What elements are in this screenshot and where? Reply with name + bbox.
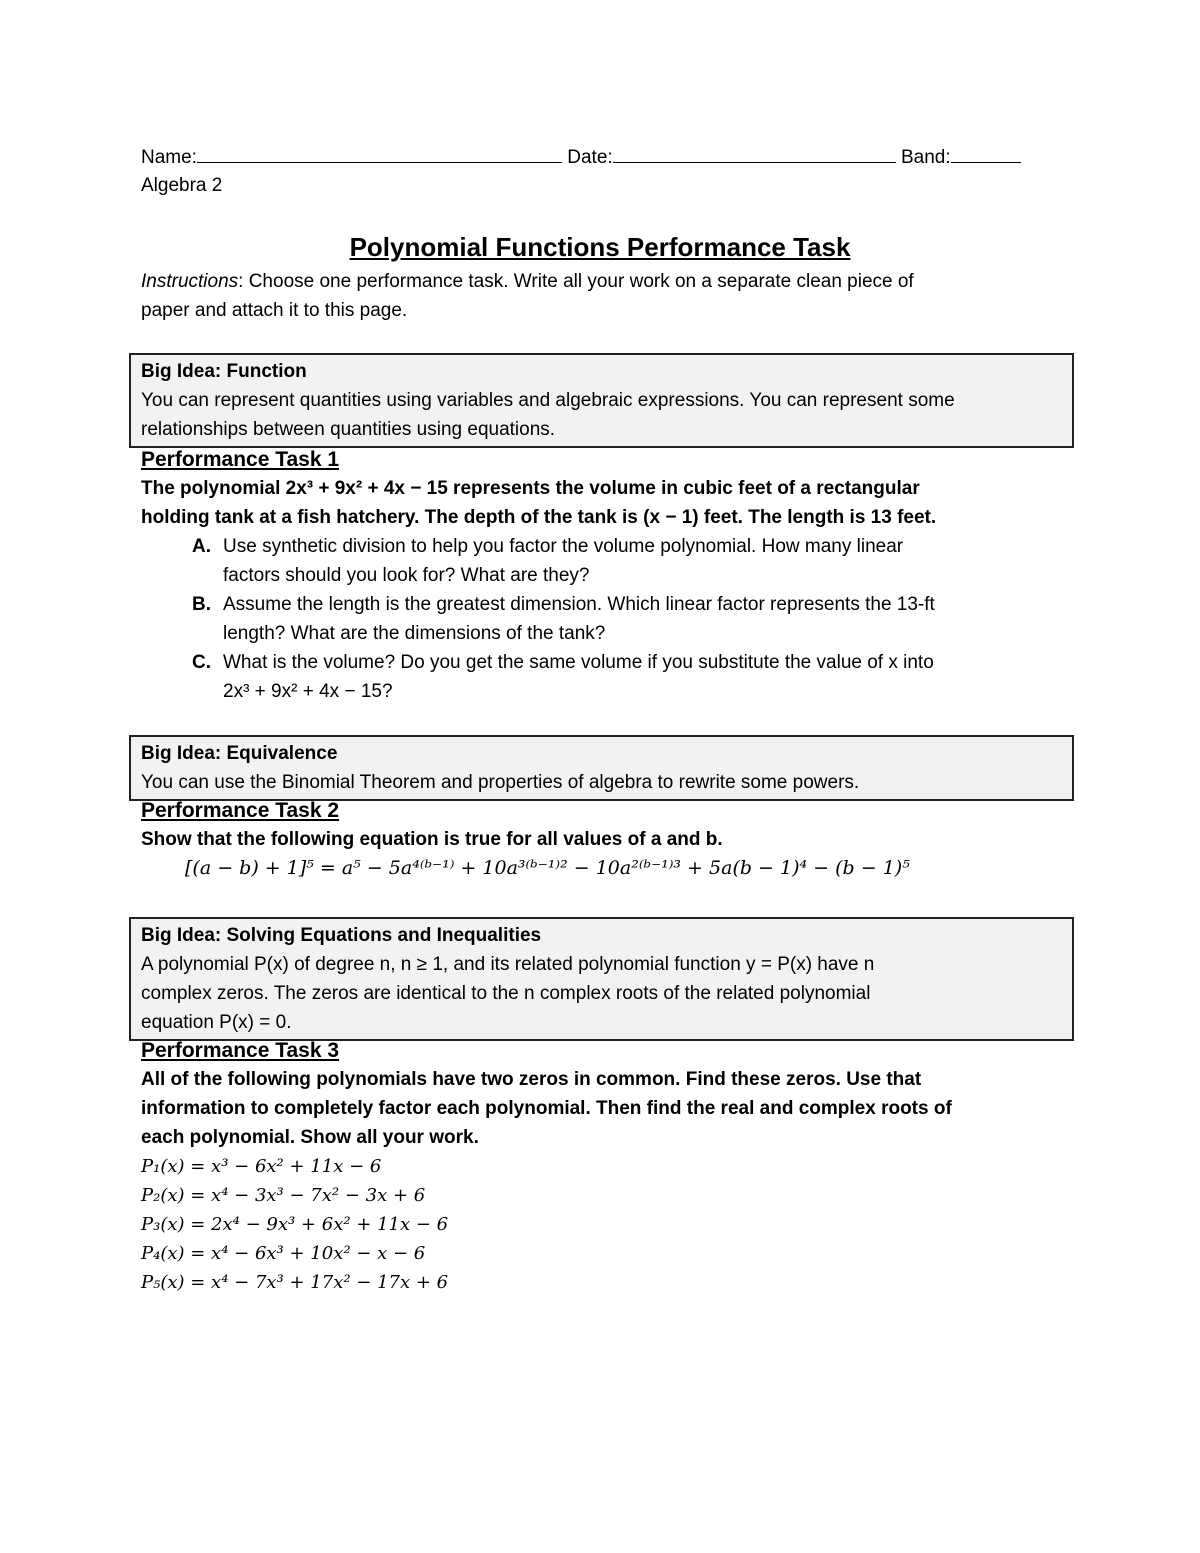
polynomial: P₁(x) = x³ − 6x² + 11x − 6 — [141, 1156, 382, 1177]
task-3-intro: information to completely factor each polynomial. Then find the real and complex roots of — [141, 1098, 952, 1119]
item-text: Assume the length is the greatest dimension. Which linear factor represents the 13-ft — [223, 594, 935, 615]
task-2-intro: Show that the following equation is true for all values of a and b. — [141, 829, 723, 850]
item-text: Use synthetic division to help you factor the volume polynomial. How many linear — [223, 536, 904, 557]
band-label: Band: — [900, 147, 951, 168]
task-3 — [141, 1036, 952, 1297]
band-blank[interactable] — [951, 142, 1021, 163]
instructions-text-2: paper and attach it to this page. — [141, 300, 408, 321]
name-label: Name: — [141, 147, 197, 168]
big-idea-title: Big Idea: Function — [141, 361, 307, 382]
big-idea-text: complex zeros. The zeros are identical to the n complex roots of the related polynomial — [141, 983, 871, 1004]
task-3-intro: All of the following polynomials have two zeros in common. Find these zeros. Use that — [141, 1069, 922, 1090]
item-text: What is the volume? Do you get the same volume if you substitute the value of x into — [223, 652, 934, 673]
task-2-equation: [(a − b) + 1]⁵ = a⁵ − 5a⁴⁽ᵇ⁻¹⁾ + 10a³⁽ᵇ⁻¹⁾² − 10a²⁽ᵇ⁻¹⁾³ + 5a(b − 1)⁴ − (b − 1)⁵ — [185, 857, 910, 879]
big-idea-text: You can use the Binomial Theorem and properties of algebra to rewrite some powers. — [141, 772, 860, 793]
page-title: Polynomial Functions Performance Task — [349, 232, 851, 262]
task-2-heading: Performance Task 2 — [141, 799, 340, 822]
big-idea-title: Big Idea: Equivalence — [141, 743, 338, 764]
date-blank[interactable] — [613, 142, 896, 163]
name-blank[interactable] — [197, 142, 562, 163]
date-label: Date: — [567, 147, 613, 168]
item-text: 2x³ + 9x² + 4x − 15? — [223, 681, 393, 702]
item-label: B. — [192, 594, 211, 615]
polynomial: P₃(x) = 2x⁴ − 9x³ + 6x² + 11x − 6 — [141, 1214, 449, 1235]
task-1-intro: holding tank at a fish hatchery. The depth of the tank is (x − 1) feet. The length is 13 feet. — [141, 507, 937, 528]
polynomial: P₄(x) = x⁴ − 6x³ + 10x² − x − 6 — [141, 1243, 426, 1264]
polynomial: P₂(x) = x⁴ − 3x³ − 7x² − 3x + 6 — [141, 1185, 426, 1206]
header-line — [141, 142, 1021, 171]
big-idea-text: equation P(x) = 0. — [141, 1012, 292, 1033]
item-label: A. — [192, 536, 211, 557]
task-1-heading: Performance Task 1 — [141, 448, 340, 471]
big-idea-text: relationships between quantities using equations. — [141, 419, 556, 440]
instructions — [141, 267, 914, 325]
task-1-intro: The polynomial 2x³ + 9x² + 4x − 15 represents the volume in cubic feet of a rectangular — [141, 478, 920, 499]
task-2 — [141, 796, 910, 883]
task-3-heading: Performance Task 3 — [141, 1039, 340, 1062]
course-label: Algebra 2 — [141, 175, 223, 196]
big-idea-equivalence — [129, 735, 1074, 801]
item-text: length? What are the dimensions of the tank? — [223, 623, 606, 644]
polynomial: P₅(x) = x⁴ − 7x³ + 17x² − 17x + 6 — [141, 1272, 449, 1293]
big-idea-solving — [129, 917, 1074, 1041]
instructions-text: : Choose one performance task. Write all your work on a separate clean piece of — [238, 271, 914, 292]
big-idea-title: Big Idea: Solving Equations and Inequalities — [141, 925, 542, 946]
task-3-intro: each polynomial. Show all your work. — [141, 1127, 479, 1148]
task-1-item-b — [141, 590, 936, 648]
task-1-item-c — [141, 648, 936, 706]
task-1 — [141, 445, 936, 706]
big-idea-text: You can represent quantities using variables and algebraic expressions. You can represent some — [141, 390, 955, 411]
task-1-item-a — [141, 532, 936, 590]
item-label: C. — [192, 652, 211, 673]
big-idea-text: A polynomial P(x) of degree n, n ≥ 1, and its related polynomial function y = P(x) have n — [141, 954, 875, 975]
instructions-label: Instructions — [141, 271, 239, 292]
item-text: factors should you look for? What are they? — [223, 565, 590, 586]
big-idea-function — [129, 353, 1074, 448]
